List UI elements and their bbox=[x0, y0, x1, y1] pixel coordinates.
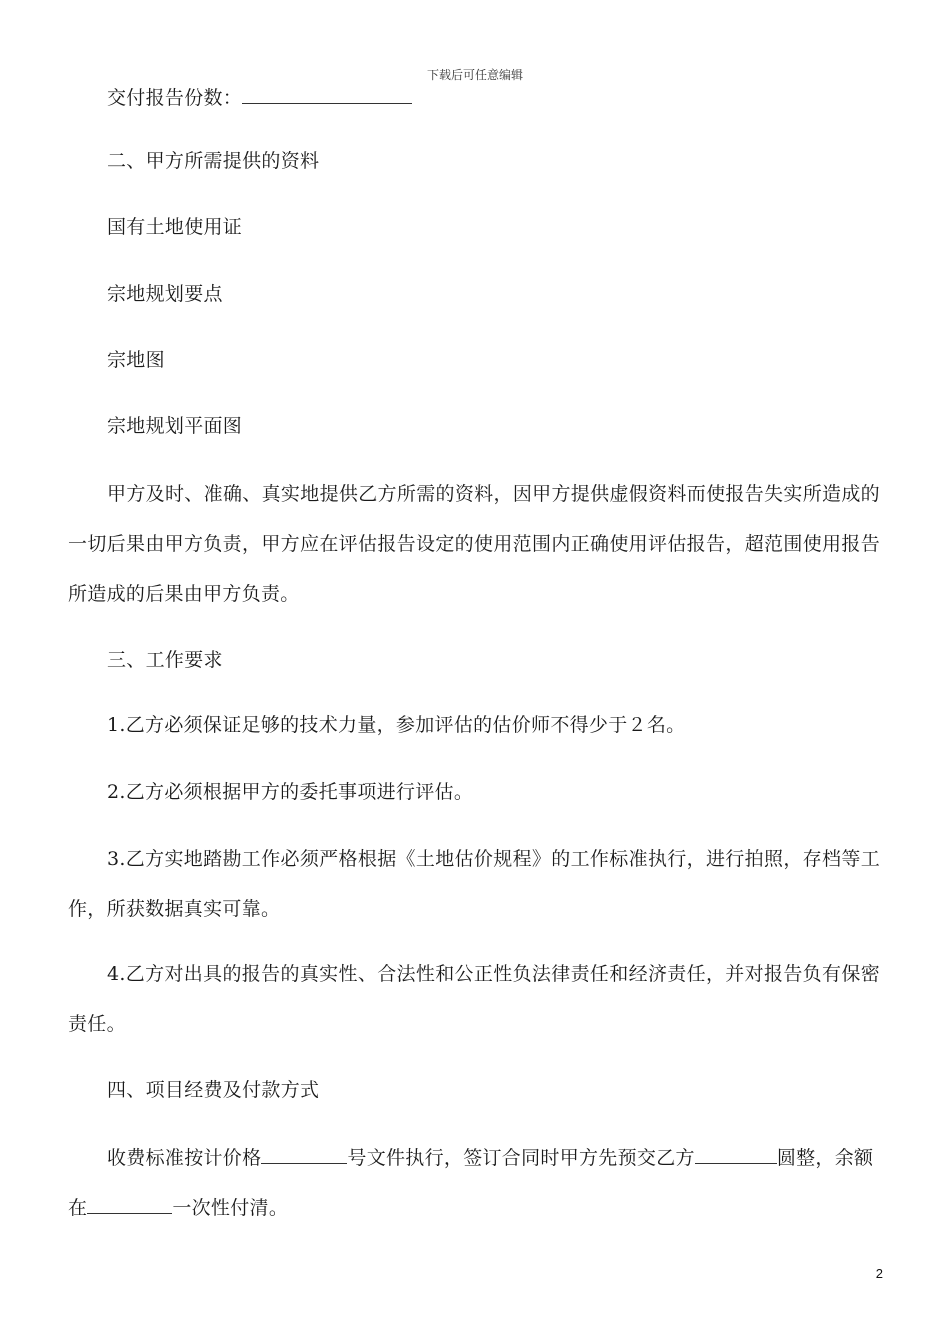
copies-blank bbox=[242, 86, 412, 104]
material-item: 宗地图 bbox=[107, 349, 165, 371]
material-item: 宗地规划要点 bbox=[107, 283, 223, 305]
fee-text: 收费标准按计价格 bbox=[107, 1147, 262, 1169]
requirement-3-line: 3.乙方实地踏勘工作必须严格根据《土地估价规程》的工作标准执行，进行拍照，存档等工 bbox=[107, 848, 880, 870]
paragraph-line: 一切后果由甲方负责，甲方应在评估报告设定的使用范围内正确使用评估报告，超范围使用报告 bbox=[68, 533, 880, 555]
requirement-3-line: 作，所获数据真实可靠。 bbox=[68, 898, 281, 920]
fee-line-2 bbox=[68, 1196, 880, 1218]
fee-doc-number-blank bbox=[261, 1146, 347, 1164]
requirement-2: 2.乙方必须根据甲方的委托事项进行评估。 bbox=[107, 781, 474, 803]
fee-text: 圆整，余额 bbox=[776, 1147, 874, 1169]
requirement-4-line: 4.乙方对出具的报告的真实性、合法性和公正性负法律责任和经济责任，并对报告负有保密 bbox=[107, 963, 880, 985]
fee-prepay-blank bbox=[695, 1146, 777, 1164]
fee-text: 一次性付清。 bbox=[172, 1197, 289, 1219]
copies-label: 交付报告份数： bbox=[107, 87, 243, 109]
copies-line bbox=[107, 86, 919, 108]
paragraph-line: 甲方及时、准确、真实地提供乙方所需的资料，因甲方提供虚假资料而使报告失实所造成的 bbox=[107, 483, 880, 505]
section-title-3: 三、工作要求 bbox=[107, 649, 223, 671]
page-number: 2 bbox=[875, 1266, 883, 1281]
section-title-4: 四、项目经费及付款方式 bbox=[107, 1079, 320, 1101]
fee-text: 在 bbox=[68, 1197, 88, 1219]
header-note: 下载后可任意编辑 bbox=[426, 68, 523, 82]
fee-line-1 bbox=[107, 1146, 919, 1168]
fee-date-blank bbox=[87, 1196, 172, 1214]
section-title-2: 二、甲方所需提供的资料 bbox=[107, 150, 320, 172]
requirement-1: 1.乙方必须保证足够的技术力量，参加评估的估价师不得少于２名。 bbox=[107, 714, 686, 736]
material-item: 国有土地使用证 bbox=[107, 216, 243, 238]
requirement-4-line: 责任。 bbox=[68, 1013, 126, 1035]
paragraph-line: 所造成的后果由甲方负责。 bbox=[68, 583, 300, 605]
fee-text: 号文件执行，签订合同时甲方先预交乙方 bbox=[347, 1147, 695, 1169]
material-item: 宗地规划平面图 bbox=[107, 415, 243, 437]
